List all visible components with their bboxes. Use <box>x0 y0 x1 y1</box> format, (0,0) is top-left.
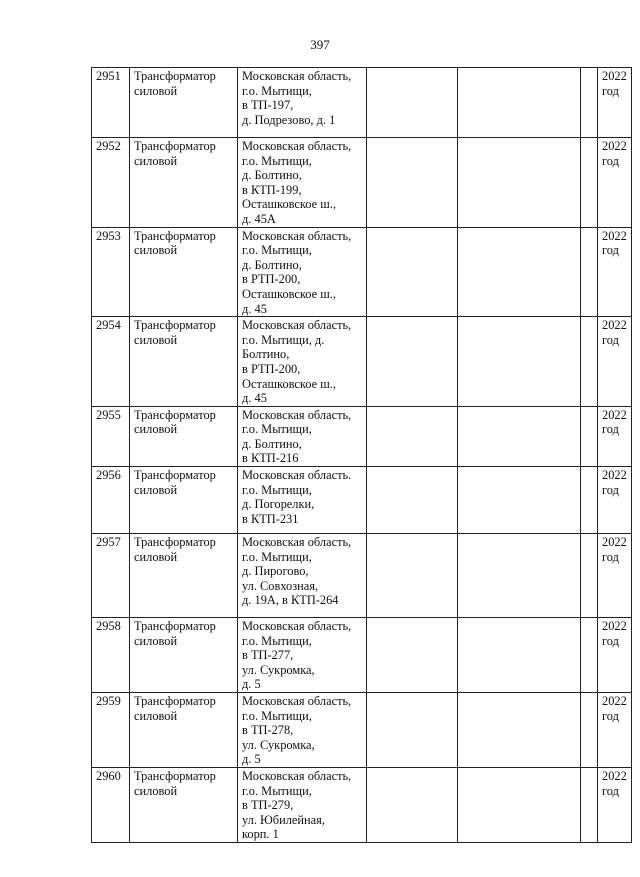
asset-name-cell: Трансформатор силовой <box>130 406 238 466</box>
year-cell <box>598 406 632 466</box>
year-cell <box>598 227 632 317</box>
address-cell: Московская область, г.о. Мытищи, д. Болтино, в РТП-200, Осташковское ш., д. 45 <box>238 317 367 407</box>
row-number-cell: 2959 <box>92 693 130 768</box>
empty-cell <box>581 534 598 618</box>
address-cell: Московская область, г.о. Мытищи, д. Болтино, в КТП-199, Осташковское ш., д. 45А <box>238 138 367 228</box>
address-cell: Московская область. г.о. Мытищи, д. Погорелки, в КТП-231 <box>238 467 367 534</box>
address-cell: Московская область, г.о. Мытищи, д. Болтино, в РТП-200, Осташковское ш., д. 45 <box>238 227 367 317</box>
empty-cell <box>367 317 458 407</box>
year-cell <box>598 317 632 407</box>
empty-cell <box>458 618 581 693</box>
year-text: 2022 год <box>602 139 627 168</box>
asset-name-cell: Трансформатор силовой <box>130 317 238 407</box>
year-text: 2022 год <box>602 318 627 347</box>
row-number-cell: 2953 <box>92 227 130 317</box>
row-number-cell: 2951 <box>92 68 130 138</box>
year-cell <box>598 138 632 228</box>
row-number-cell: 2952 <box>92 138 130 228</box>
empty-cell <box>458 467 581 534</box>
asset-name-cell: Трансформатор силовой <box>130 618 238 693</box>
address-cell: Московская область, г.о. Мытищи, в ТП-278, ул. Сукромка, д. 5 <box>238 693 367 768</box>
table-row <box>92 406 632 466</box>
empty-cell <box>581 317 598 407</box>
table-row <box>92 68 632 138</box>
asset-name-cell: Трансформатор силовой <box>130 68 238 138</box>
asset-name-cell: Трансформатор силовой <box>130 693 238 768</box>
asset-registry-table <box>91 67 632 843</box>
table-row <box>92 467 632 534</box>
empty-cell <box>458 317 581 407</box>
year-cell <box>598 693 632 768</box>
year-cell <box>598 467 632 534</box>
empty-cell <box>367 693 458 768</box>
empty-cell <box>581 467 598 534</box>
empty-cell <box>458 68 581 138</box>
address-cell: Московская область, г.о. Мытищи, д. Болтино, в КТП-216 <box>238 406 367 466</box>
table-row <box>92 768 632 843</box>
empty-cell <box>581 68 598 138</box>
page-number: 397 <box>310 37 330 52</box>
empty-cell <box>458 534 581 618</box>
row-number-cell: 2955 <box>92 406 130 466</box>
empty-cell <box>367 768 458 843</box>
empty-cell <box>581 618 598 693</box>
row-number-cell: 2954 <box>92 317 130 407</box>
address-cell: Московская область, г.о. Мытищи, в ТП-279, ул. Юбилейная, корп. 1 <box>238 768 367 843</box>
empty-cell <box>458 768 581 843</box>
asset-name-cell: Трансформатор силовой <box>130 534 238 618</box>
empty-cell <box>367 68 458 138</box>
table-row <box>92 693 632 768</box>
table-row <box>92 227 632 317</box>
year-text: 2022 год <box>602 694 627 723</box>
empty-cell <box>367 618 458 693</box>
year-text: 2022 год <box>602 228 627 258</box>
table-row <box>92 618 632 693</box>
table-row <box>92 534 632 618</box>
empty-cell <box>581 138 598 228</box>
row-number-cell: 2956 <box>92 467 130 534</box>
asset-name-cell: Трансформатор силовой <box>130 768 238 843</box>
empty-cell <box>367 467 458 534</box>
row-number-cell: 2960 <box>92 768 130 843</box>
empty-cell <box>458 227 581 317</box>
table-row <box>92 317 632 407</box>
year-cell <box>598 618 632 693</box>
address-cell: Московская область, г.о. Мытищи, в ТП-197, д. Подрезово, д. 1 <box>238 68 367 138</box>
empty-cell <box>367 406 458 466</box>
year-text: 2022 год <box>602 69 627 98</box>
empty-cell <box>581 768 598 843</box>
address-cell: Московская область, г.о. Мытищи, в ТП-277, ул. Сукромка, д. 5 <box>238 618 367 693</box>
row-number-cell: 2958 <box>92 618 130 693</box>
year-text: 2022 год <box>602 769 627 798</box>
empty-cell <box>581 406 598 466</box>
empty-cell <box>367 534 458 618</box>
asset-name-cell: Трансформатор силовой <box>130 138 238 228</box>
year-text: 2022 год <box>602 619 627 648</box>
empty-cell <box>458 406 581 466</box>
empty-cell <box>367 138 458 228</box>
year-text: 2022 год <box>602 468 627 497</box>
table-row <box>92 138 632 228</box>
year-cell <box>598 68 632 138</box>
empty-cell <box>458 138 581 228</box>
asset-name-cell: Трансформатор силовой <box>130 227 238 317</box>
asset-name-cell: Трансформатор силовой <box>130 467 238 534</box>
year-cell <box>598 534 632 618</box>
empty-cell <box>458 693 581 768</box>
address-cell: Московская область, г.о. Мытищи, д. Пирогово, ул. Совхозная, д. 19А, в КТП-264 <box>238 534 367 618</box>
empty-cell <box>581 693 598 768</box>
year-cell <box>598 768 632 843</box>
year-text: 2022 год <box>602 407 627 437</box>
year-text: 2022 год <box>602 535 627 564</box>
empty-cell <box>367 227 458 317</box>
row-number-cell: 2957 <box>92 534 130 618</box>
empty-cell <box>581 227 598 317</box>
